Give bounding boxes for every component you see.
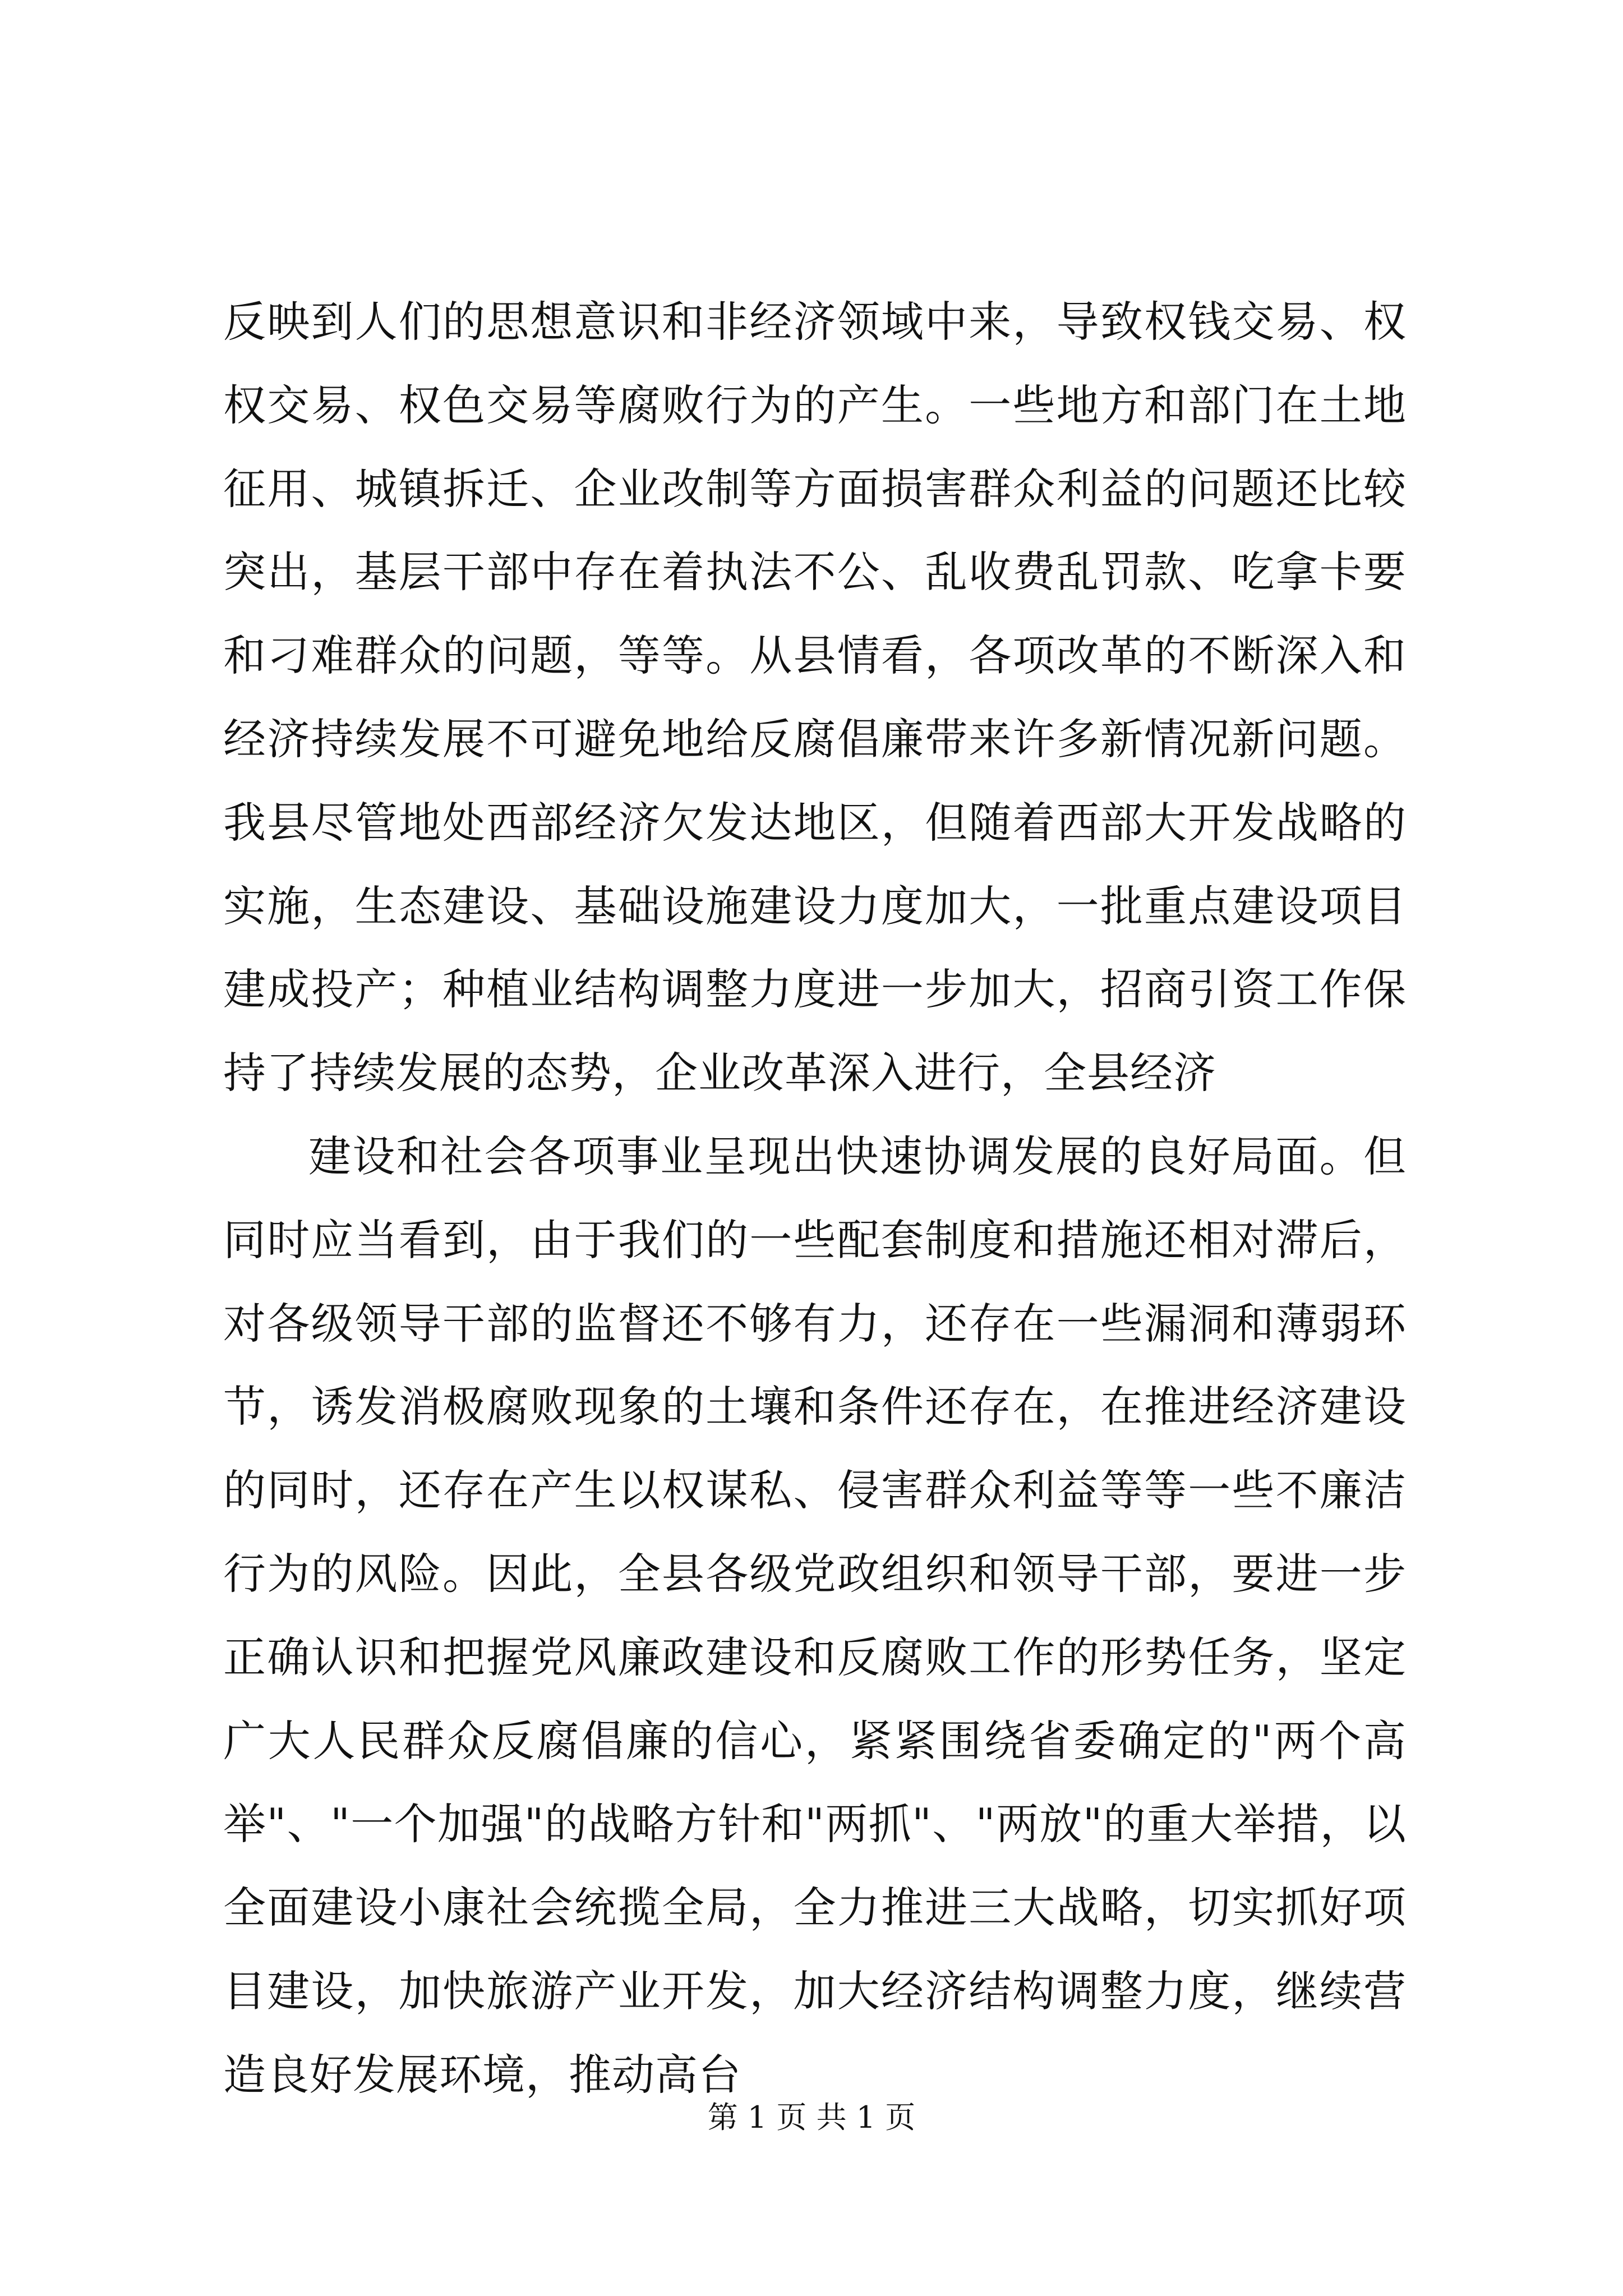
paragraph-2: 建设和社会各项事业呈现出快速协调发展的良好局面。但同时应当看到，由于我们的一些配套制度和措施还相对滞后，对各级领导干部的监督还不够有力，还存在一些漏洞和薄弱环节，诱发消极腐败现象的土壤和条件还存在，在推进经济建设的同时，还存在产生以权谋私、侵害群众利益等等一些不廉洁行为的风险。因此，全县各级党政组织和领导干部，要进一步正确认识和把握党风廉政建设和反腐败工作的形势任务，坚定广大人民群众反腐倡廉的信心，紧紧围绕省委确定的"两个高举"、"一个加强"的战略方针和"两抓"、"两放"的重大举措，以全面建设小康社会统揽全局，全力推进三大战略，切实抓好项目建设，加快旅游产业开发，加大经济结构调整力度，继续营造良好发展环境，推动高台	[223, 1131, 1407, 2100]
page-footer: 第 1 页 共 1 页	[707, 2100, 916, 2135]
paragraph-1: 反映到人们的思想意识和非经济领域中来，导致权钱交易、权权交易、权色交易等腐败行为的产生。一些地方和部门在土地征用、城镇拆迁、企业改制等方面损害群众利益的问题还比较突出，基层干部中存在着执法不公、乱收费乱罚款、吃拿卡要和刁难群众的问题，等等。从县情看，各项改革的不断深入和经济持续发展不可避免地给反腐倡廉带来许多新情况新问题。我县尽管地处西部经济欠发达地区，但随着西部大开发战略的实施，生态建设、基础设施建设力度加大，一批重点建设项目建成投产；种植业结构调整力度进一步加大，招商引资工作保持了持续发展的态势，企业改革深入进行，全县经济	[223, 297, 1407, 1098]
document-body	[223, 280, 1407, 2117]
